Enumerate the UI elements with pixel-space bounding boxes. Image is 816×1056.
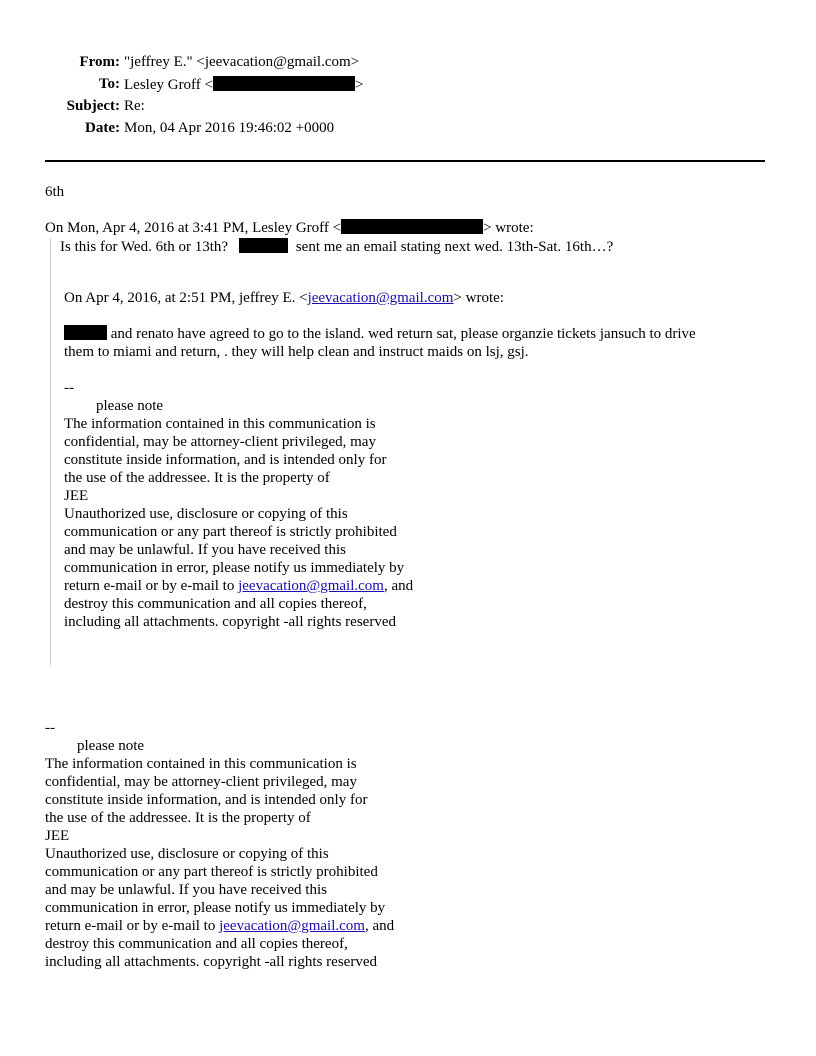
redaction-box xyxy=(64,325,107,340)
disclaimer-line: destroy this communication and all copies thereof, xyxy=(64,596,367,612)
to-name: Lesley Groff < xyxy=(124,77,213,93)
disclaimer-line: destroy this communication and all copies thereof, xyxy=(45,936,348,952)
email-link[interactable]: jeevacation@gmail.com xyxy=(307,290,454,306)
disclaimer-lines-end xyxy=(64,595,396,631)
quote-bar xyxy=(50,238,51,665)
disclaimer-line: the use of the addressee. It is the property of xyxy=(45,810,311,826)
disclaimer-line: and may be unlawful. If you have received this xyxy=(45,882,327,898)
subject-value: Re: xyxy=(124,98,145,114)
attribution-2-text: On Apr 4, 2016, at 2:51 PM, jeffrey E. < xyxy=(64,290,308,306)
redaction-box xyxy=(213,76,355,91)
disclaimer-line: confidential, may be attorney-client privileged, may xyxy=(45,774,357,790)
disclaimer-line: communication or any part thereof is strictly prohibited xyxy=(64,524,397,540)
disclaimer-line: constitute inside information, and is intended only for xyxy=(45,792,368,808)
disclaimer-line: communication in error, please notify us immediately by xyxy=(64,560,405,576)
to-value xyxy=(124,76,363,94)
disclaimer-line: JEE xyxy=(64,488,89,504)
email-link[interactable]: jeevacation@gmail.com xyxy=(219,918,365,934)
from-label: From: xyxy=(79,54,120,70)
disclaimer-return-line xyxy=(64,577,413,595)
to-label: To: xyxy=(98,76,120,92)
attribution-1-text: On Mon, Apr 4, 2016 at 3:41 PM, Lesley Groff < xyxy=(45,220,342,236)
return-text: return e-mail or by e-mail to xyxy=(64,578,239,594)
reply-text: 6th xyxy=(45,184,65,200)
to-close: > xyxy=(355,77,364,93)
attribution-2 xyxy=(64,289,504,307)
disclaimer-lines xyxy=(64,415,404,577)
disclaimer-line: JEE xyxy=(45,828,70,844)
disclaimer-return-line xyxy=(45,917,394,935)
redaction-box xyxy=(341,219,483,234)
disclaimer-line: communication in error, please notify us immediately by xyxy=(45,900,386,916)
date-value: Mon, 04 Apr 2016 19:46:02 +0000 xyxy=(124,120,335,136)
disclaimer-line: including all attachments. copyright -all rights reserved xyxy=(45,954,377,970)
signature-separator: -- xyxy=(45,720,55,736)
disclaimer-lines xyxy=(45,755,385,917)
disclaimer-line: Unauthorized use, disclosure or copying of this xyxy=(45,846,329,862)
quote-2-line-1 xyxy=(64,325,696,343)
quote-1-text: Is this for Wed. 6th or 13th? xyxy=(60,239,229,255)
disclaimer-lines-end xyxy=(45,935,377,971)
disclaimer-line: constitute inside information, and is intended only for xyxy=(64,452,387,468)
disclaimer-line: Unauthorized use, disclosure or copying of this xyxy=(64,506,348,522)
date-label: Date: xyxy=(85,120,120,136)
signature-separator: -- xyxy=(64,380,74,396)
attribution-1 xyxy=(45,219,534,237)
return-text: return e-mail or by e-mail to xyxy=(45,918,220,934)
email-link[interactable]: jeevacation@gmail.com xyxy=(238,578,384,594)
disclaimer-line: The information contained in this communication is xyxy=(45,756,357,772)
from-value: "jeffrey E." <jeevacation@gmail.com> xyxy=(124,54,360,70)
attribution-1-end: > wrote: xyxy=(483,220,534,236)
disclaimer-note: please note xyxy=(77,738,145,754)
disclaimer-line: confidential, may be attorney-client privileged, may xyxy=(64,434,376,450)
disclaimer-line: communication or any part thereof is strictly prohibited xyxy=(45,864,378,880)
quote-2-line-2: them to miami and return, . they will help clean and instruct maids on lsj, gsj. xyxy=(64,344,529,360)
disclaimer-note: please note xyxy=(96,398,164,414)
disclaimer-line: The information contained in this communication is xyxy=(64,416,376,432)
return-end: , and xyxy=(383,578,414,594)
redaction-box xyxy=(239,238,288,253)
disclaimer-line: and may be unlawful. If you have received this xyxy=(64,542,346,558)
quote-1 xyxy=(60,238,613,256)
disclaimer-line: the use of the addressee. It is the property of xyxy=(64,470,330,486)
header-divider xyxy=(45,160,765,162)
return-end: , and xyxy=(364,918,395,934)
quote-1-rest: sent me an email stating next wed. 13th-Sat. 16th…? xyxy=(295,239,614,255)
quote-2-text: and renato have agreed to go to the island. wed return sat, please organzie tickets jansuch to drive xyxy=(110,326,696,342)
disclaimer-line: including all attachments. copyright -all rights reserved xyxy=(64,614,396,630)
attribution-2-end: > wrote: xyxy=(453,290,504,306)
subject-label: Subject: xyxy=(66,98,120,114)
